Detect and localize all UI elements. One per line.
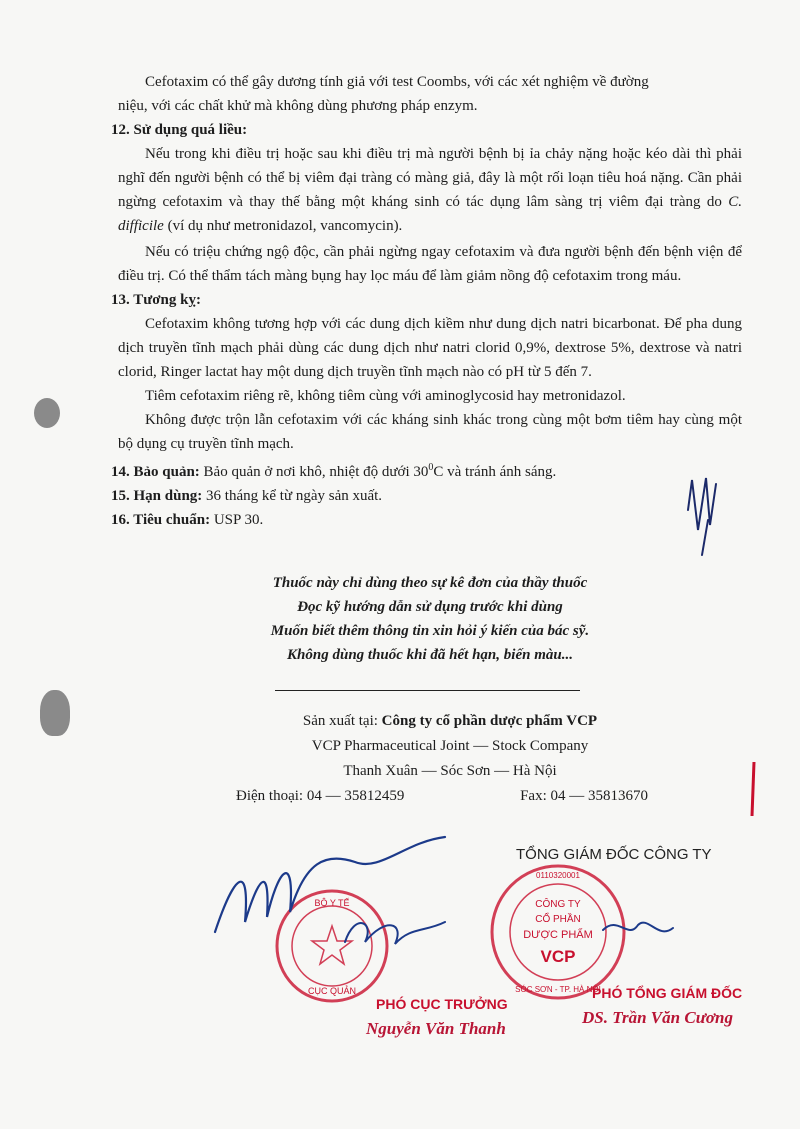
- punch-hole: [34, 398, 60, 428]
- stamp-line-4: VCP: [540, 947, 576, 966]
- s12-p1-text: Nếu trong khi điều trị hoặc sau khi điều trị mà người bệnh bị ỉa chảy nặng hoặc kéo dài thì phải nghĩ đến người bệnh có thể bị viêm đại tràng có màng giả, đây là một rối loạn tiêu hoá nặng. Cần phải ngừng cefotaxim và thay thế bằng một kháng sinh có tác dụng lâm sàng trị viêm đại tràng do: [118, 146, 742, 210]
- stamp-left-bottom-text: CỤC QUẢN: [307, 986, 357, 996]
- stamp-ring-bottom: SÓC SƠN - TP. HÀ NỘI: [515, 985, 601, 994]
- section-14-label: 14. Bảo quản:: [111, 464, 200, 480]
- left-signatory-title: PHÓ CỤC TRƯỞNG: [376, 996, 508, 1012]
- intro-line-2: niệu, với các chất khử mà không dùng phương pháp enzym.: [118, 98, 478, 114]
- notice-line: Thuốc này chỉ dùng theo sự kê đơn của thầy thuốc: [272, 575, 588, 591]
- notice-line: Muốn biết thêm thông tin xin hỏi ý kiến của bác sỹ.: [270, 623, 590, 639]
- section-16-text: USP 30.: [213, 512, 264, 528]
- contact-row: [230, 784, 670, 809]
- right-signatory-title: PHÓ TỔNG GIÁM ĐỐC: [592, 985, 743, 1001]
- divider: [275, 690, 580, 691]
- section-15-text: 36 tháng kể từ ngày sản xuất.: [206, 488, 383, 504]
- s12-p1-italic: C. difficile: [118, 194, 743, 234]
- deputy-director-signature: [598, 910, 678, 950]
- left-signatory-name: Nguyễn Văn Thanh: [366, 1019, 506, 1038]
- section-12-paragraph-1: [118, 142, 742, 238]
- director-signature: [205, 832, 455, 952]
- notice-line: Không dùng thuốc khi đã hết hạn, biến màu...: [287, 647, 573, 663]
- body-text: [111, 70, 743, 532]
- section-16: [111, 508, 742, 532]
- stamp-line-2: CỔ PHẦN: [535, 914, 581, 925]
- section-14-sup: 0: [428, 462, 434, 473]
- manufacturer-label: Sản xuất tại:: [302, 713, 378, 729]
- manufacturer-english-name: VCP Pharmaceutical Joint — Stock Company: [311, 738, 589, 754]
- section-14: [111, 456, 742, 484]
- section-15: [111, 484, 742, 508]
- stamp-ring-top: 0110320001: [536, 871, 580, 880]
- section-13-heading: 13. Tương kỵ:: [111, 292, 201, 308]
- section-13-paragraph-1: Cefotaxim không tương hợp với các dung dịch kiềm như dung dịch natri bicarbonat. Để pha dung dịch truyền tĩnh mạch phải dùng các dung dịch như natri clorid 0,9%, dextrose 5%, dextrose và natri clorid, Ringer lactat hay một dung dịch truyền tĩnh mạch nào có pH từ 5 đến 7.: [118, 316, 742, 380]
- manufacturer-line: [230, 709, 670, 734]
- notice-line: Đọc kỹ hướng dẫn sử dụng trước khi dùng: [297, 599, 563, 615]
- section-14-text-a: Bảo quản ở nơi khô, nhiệt độ dưới 30: [203, 464, 429, 480]
- intro-line-1: Cefotaxim có thể gây dương tính giả với test Coombs, với các xét nghiệm về đường: [145, 74, 649, 90]
- section-13-paragraph-3: Không được trộn lẫn cefotaxim với các kháng sinh khác trong cùng một bơm tiêm hay cùng một bộ dụng cụ truyền tĩnh mạch.: [118, 412, 742, 452]
- stamp-left-top-text: BỘ Y TẾ: [314, 898, 350, 908]
- section-16-label: 16. Tiêu chuẩn:: [111, 512, 211, 528]
- manufacturer-name: Công ty cổ phần dược phẩm VCP: [381, 713, 598, 729]
- section-15-label: 15. Hạn dùng:: [111, 488, 203, 504]
- punch-hole: [40, 690, 70, 736]
- s12-p1-end: (ví dụ như metronidazol, vancomycin).: [167, 218, 403, 234]
- phone: Điện thoại: 04 — 35812459: [236, 788, 405, 804]
- margin-mark: [748, 760, 760, 820]
- section-14-text-b: C và tránh ánh sáng.: [433, 464, 557, 480]
- initials-signature: [680, 470, 730, 560]
- right-signatory-name: DS. Trần Văn Cương: [582, 1008, 733, 1027]
- manufacturer-block: [230, 709, 670, 809]
- stamp-line-3: DƯỢC PHẨM: [523, 929, 593, 941]
- stamp-line-1: CÔNG TY: [535, 899, 581, 910]
- section-12-heading: 12. Sử dụng quá liều:: [111, 122, 248, 138]
- director-title: TỔNG GIÁM ĐỐC CÔNG TY: [516, 846, 712, 863]
- manufacturer-address: Thanh Xuân — Sóc Sơn — Hà Nội: [343, 763, 557, 779]
- fax: Fax: 04 — 35813670: [520, 788, 648, 804]
- section-13-paragraph-2: Tiêm cefotaxim riêng rẽ, không tiêm cùng với aminoglycosid hay metronidazol.: [145, 388, 626, 404]
- usage-notices: [180, 571, 680, 667]
- section-12-paragraph-2: Nếu có triệu chứng ngộ độc, cần phải ngừng ngay cefotaxim và đưa người bệnh đến bệnh viện để điều trị. Có thể thẩm tách màng bụng hay lọc máu để làm giảm nồng độ cefotaxim trong máu.: [118, 244, 742, 284]
